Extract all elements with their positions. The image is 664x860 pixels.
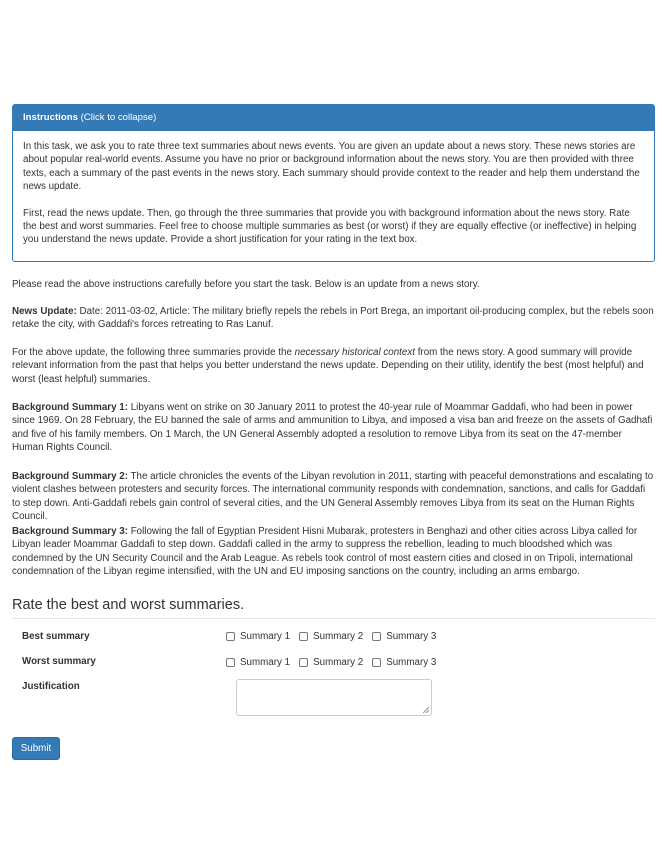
summary-1-label: Background Summary 1:: [12, 402, 128, 413]
summary-3-text: Following the fall of Egyptian President Hisni Mubarak, protesters in Benghazi and other cities across Libya called for Libyan leader Moammar Gaddafi to step down. Gaddafi called in the army to suppress the rebellion, leading to much bloodshed which was condemned by the UN Security Council and the Arab League. As rebels took control of most eastern cities and closed in on Tripoli, international condemnation of the Libyan regime intensified, with the UN and EU imposing sanctions on the country, including an arms embargo.: [12, 526, 638, 578]
news-update: [12, 305, 655, 332]
instructions-body: [13, 131, 654, 247]
summary-2-text: The article chronicles the events of the Libyan revolution in 2011, starting with peaceful demonstrations and escalating to violent clashes between protesters and security forces. The international community responds with condemnation, sanctions, and calls for Gaddafi to step down. Anti-Gaddafi rebels gain control of several cities, and the UN General Assembly removes Libya from its seat on the Human Rights Council.: [12, 471, 654, 523]
best-option-3[interactable]: [372, 630, 436, 643]
summary-1-text: Libyans went on strike on 30 January 2011 to protest the 40-year rule of Moammar Gaddafi, who had been in power since 1969. On 28 February, the EU banned the sale of arms and ammunition to Libya, and imposed a visa ban and freeze on the assets of Gadhafi and five of his family members. On 1 March, the UN General Assembly adopted a resolution to remove Libya from its seat on the 47-member Human Rights Council.: [12, 402, 653, 454]
summary-3-label: Background Summary 3:: [12, 526, 128, 537]
worst-summary-label: Worst summary: [22, 656, 96, 667]
best-option-1[interactable]: [226, 630, 290, 643]
best-checkbox-3[interactable]: [372, 632, 381, 641]
resize-handle-icon[interactable]: [423, 707, 429, 713]
news-update-text: Date: 2011-03-02, Article: The military briefly repels the rebels in Port Brega, an important oil-producing complex, but the rebels soon retake the city, with Gaddafi's forces retreating to Ras Lanuf.: [12, 306, 654, 331]
best-checkbox-2[interactable]: [299, 632, 308, 641]
news-update-label: News Update:: [12, 306, 77, 317]
worst-option-3-label: Summary 3: [386, 657, 437, 668]
summary-2-paragraph: [12, 470, 655, 524]
worst-option-1-label: Summary 1: [240, 657, 291, 668]
worst-checkbox-2[interactable]: [299, 658, 308, 667]
intro-paragraph: Please read the above instructions carefully before you start the task. Below is an update from a news story.: [12, 279, 480, 290]
justification-label: Justification: [22, 681, 80, 692]
background-summary-2: [12, 470, 655, 524]
instructions-heading: Instructions: [23, 112, 78, 124]
context-text: [12, 346, 655, 386]
background-summary-1: [12, 401, 655, 455]
worst-option-1[interactable]: [226, 656, 290, 669]
news-update-paragraph: [12, 305, 655, 332]
instructions-paragraph-1: In this task, we ask you to rate three text summaries about news events. You are given an update about a news story. These news stories are about popular real-world events. Assume you have no prior or background information about the news story. You are then provided with three texts, each a summary of the past events in the news story. Each summary should provide context to the reader and help them understand the news update.: [23, 141, 640, 193]
collapse-hint: (Click to collapse): [77, 112, 157, 124]
worst-checkbox-3[interactable]: [372, 658, 381, 667]
instructions-toggle[interactable]: [13, 105, 654, 131]
instructions-paragraph-2: First, read the news update. Then, go through the three summaries that provide you with background information about the news story. Rate the best and worst summaries. Feel free to choose multiple summaries as best (or worst) if they are equally effective (or ineffective) in helping you understand the news update. Provide a short justification for your rating in the text box.: [23, 207, 637, 246]
rating-section-title: Rate the best and worst summaries.: [12, 596, 655, 619]
intro-text: [12, 278, 655, 291]
justification-textarea[interactable]: [236, 679, 432, 716]
worst-option-2[interactable]: [299, 656, 363, 669]
worst-option-2-label: Summary 2: [313, 657, 364, 668]
summary-2-label: Background Summary 2:: [12, 471, 128, 482]
context-paragraph: [12, 346, 655, 386]
best-summary-label: Best summary: [22, 631, 90, 642]
best-option-1-label: Summary 1: [240, 631, 291, 642]
best-checkbox-1[interactable]: [226, 632, 235, 641]
best-option-3-label: Summary 3: [386, 631, 437, 642]
background-summary-3: [12, 525, 655, 579]
best-option-2-label: Summary 2: [313, 631, 364, 642]
worst-option-3[interactable]: [372, 656, 436, 669]
context-after: from the news story. A good summary will provide relevant information from the past that helps you better understand the news update. Depending on their utility, identify the best (most helpful) and worst (least helpful) summaries.: [12, 347, 644, 385]
context-before: For the above update, the following three summaries provide the: [12, 347, 295, 358]
submit-button[interactable]: Submit: [12, 737, 60, 760]
worst-summary-options: [226, 656, 445, 669]
context-emphasis: necessary historical context: [294, 347, 415, 358]
worst-checkbox-1[interactable]: [226, 658, 235, 667]
summary-3-paragraph: [12, 525, 655, 579]
best-option-2[interactable]: [299, 630, 363, 643]
summary-1-paragraph: [12, 401, 655, 455]
best-summary-options: [226, 630, 445, 643]
instructions-panel: [12, 104, 655, 262]
